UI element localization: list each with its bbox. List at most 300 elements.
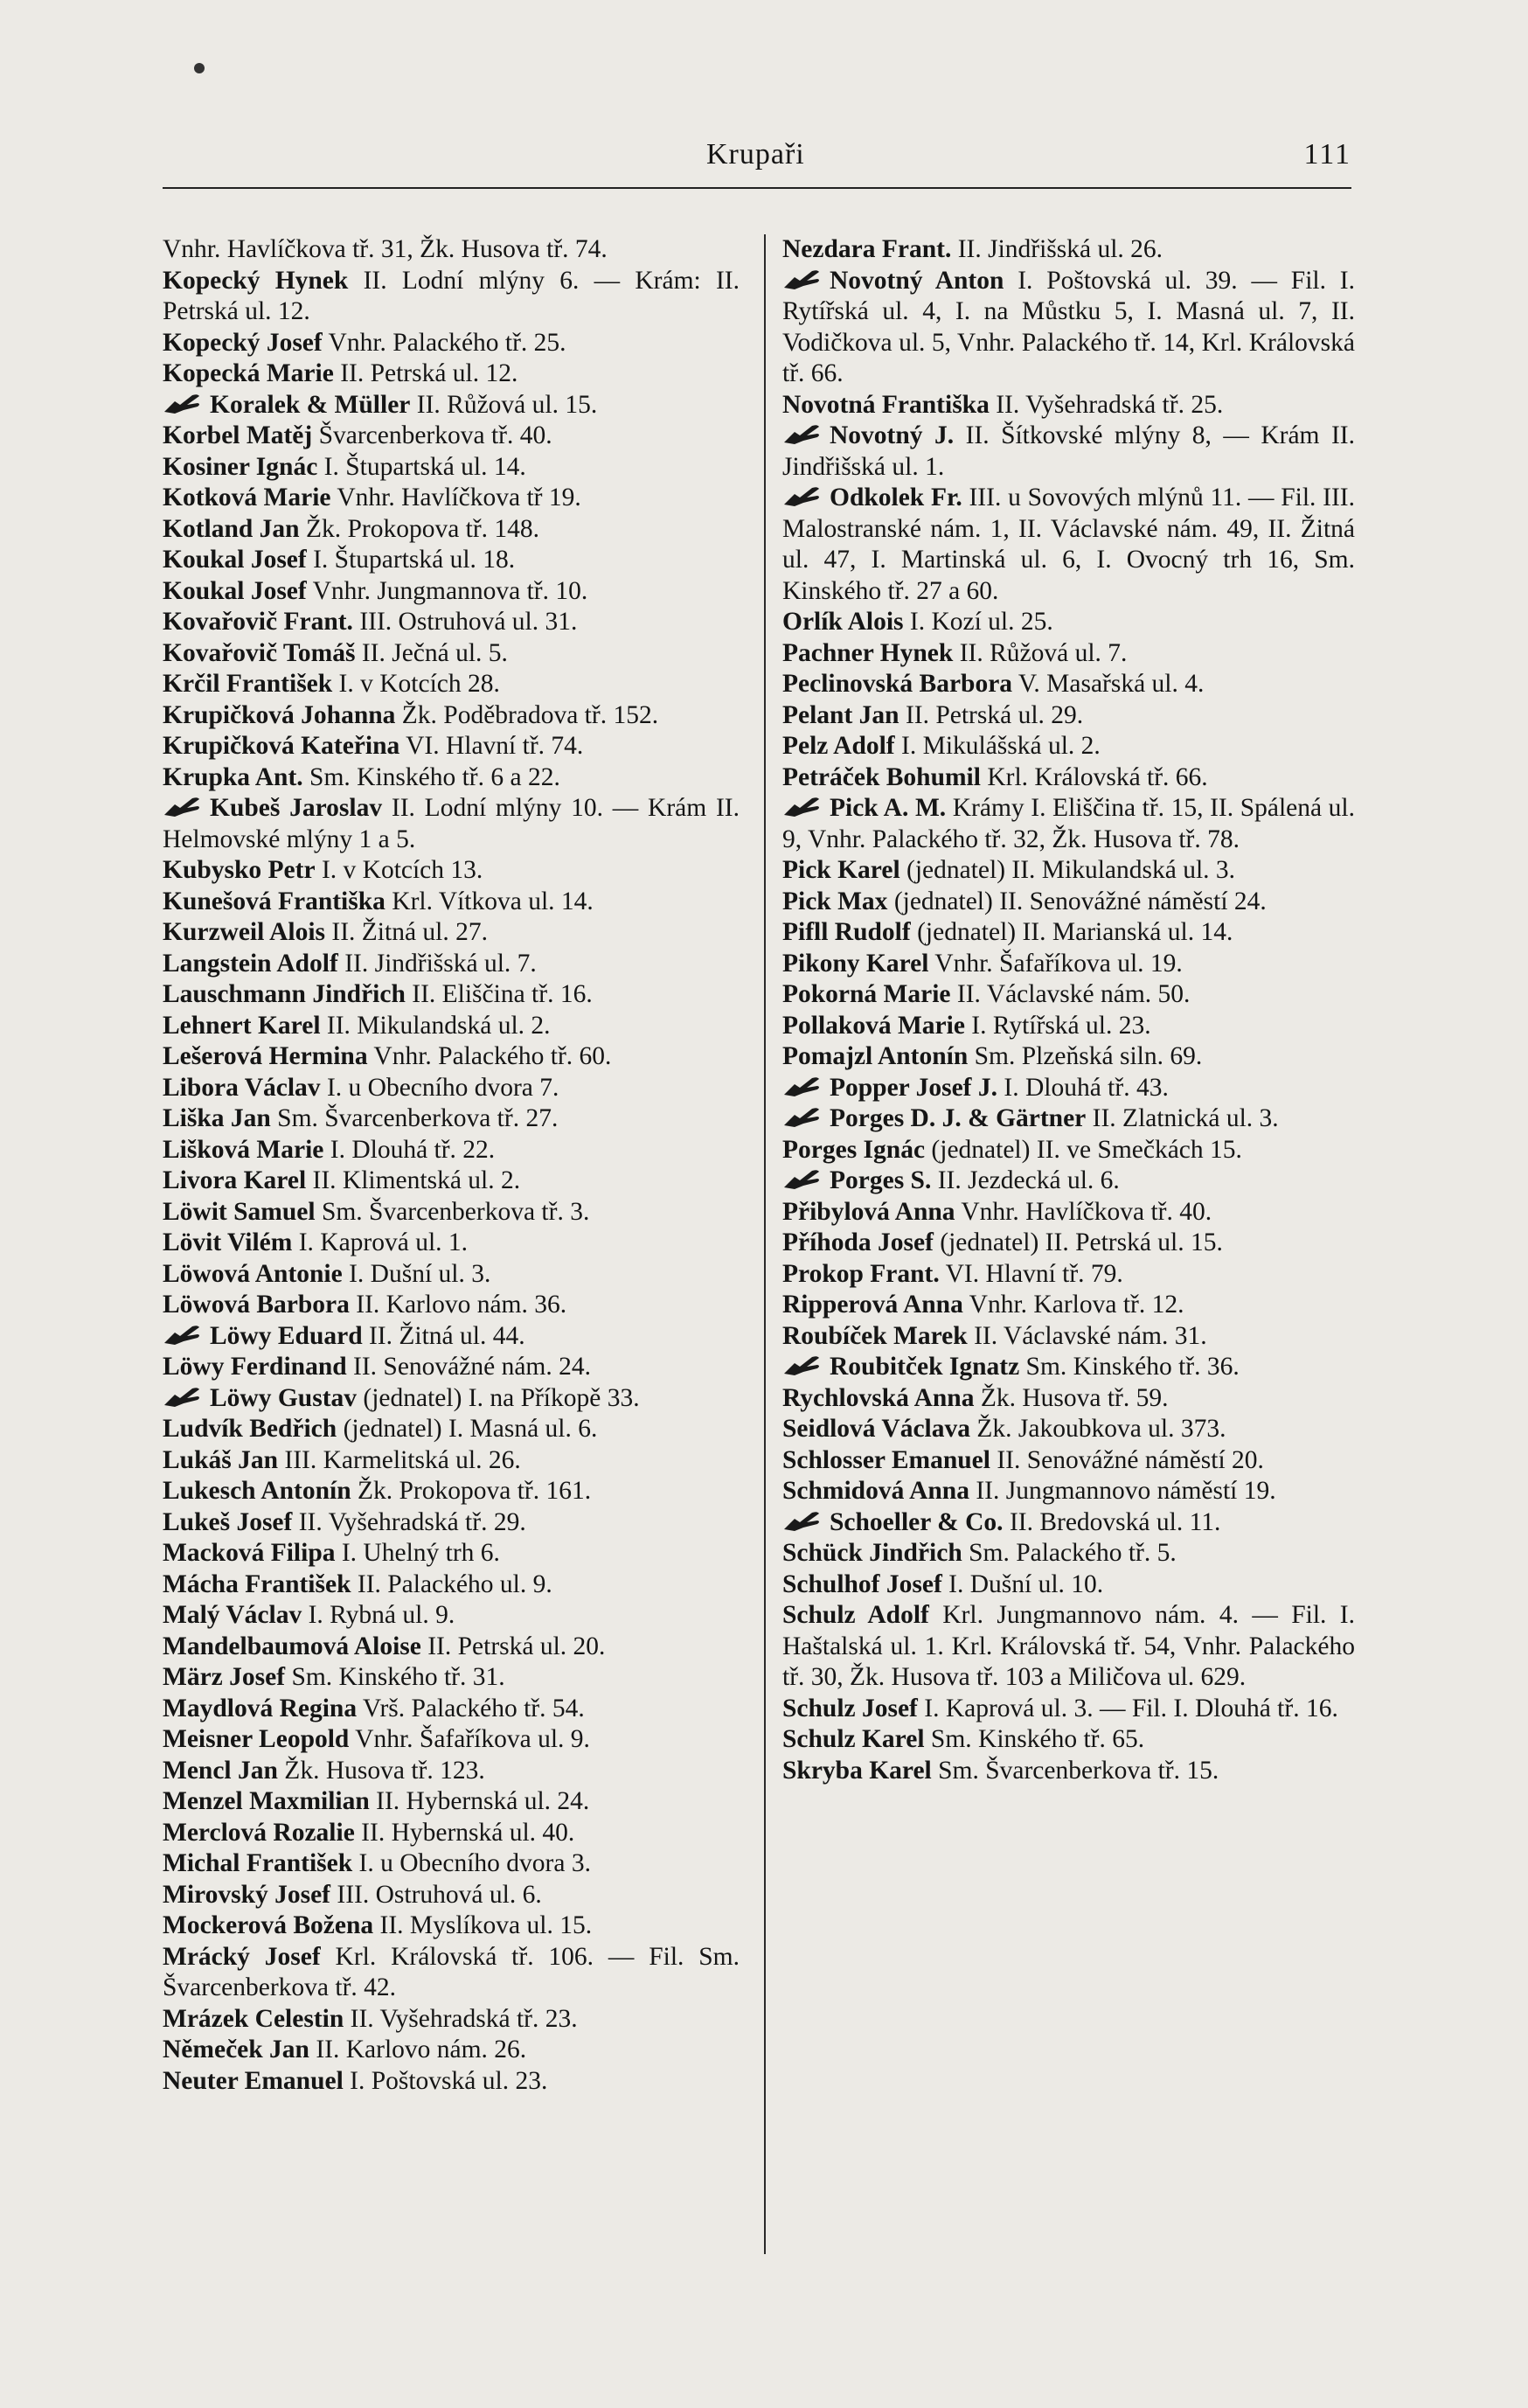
ink-spot [194, 63, 205, 73]
pointing-hand-icon [782, 1168, 824, 1191]
entry-address: (jednatel) II. Senovážné náměstí 24. [887, 887, 1267, 915]
directory-entry [163, 234, 740, 266]
entry-name: Macková Filipa [163, 1539, 336, 1567]
entry-address: I. Dlouhá tř. 43. [997, 1073, 1169, 1102]
directory-entry [782, 1135, 1355, 1166]
entry-name: Schoeller & Co. [830, 1507, 1004, 1536]
entry-address: I. Štupartská ul. 18. [306, 546, 516, 574]
entry-address: II. Ječná ul. 5. [355, 638, 508, 667]
directory-entry [163, 1041, 740, 1073]
directory-entry [782, 1011, 1355, 1042]
directory-entry [782, 855, 1355, 887]
entry-name: Kotland Jan [163, 514, 300, 543]
entry-address: Krl. Jungmannovo nám. 4. — Fil. I. Haštalská ul. 1. Krl. Královská tř. 54, Vnhr. Palackého tř. 30, Žk. Husova tř. 103 a Miličova ul. 629. [782, 1601, 1355, 1691]
directory-entry [163, 793, 740, 855]
directory-entry [163, 452, 740, 484]
directory-entry [782, 731, 1355, 762]
directory-entry [163, 700, 740, 732]
entry-name: Langstein Adolf [163, 949, 338, 978]
directory-entry [163, 1507, 740, 1539]
entry-address: II. Eliščina tř. 16. [405, 980, 593, 1008]
directory-entry [163, 1694, 740, 1725]
directory-entry [782, 1507, 1355, 1539]
directory-entry [782, 1756, 1355, 1787]
entry-name: Schulhof Josef [782, 1569, 942, 1598]
entry-name: Mrácký Josef [163, 1942, 321, 1971]
entry-name: Mandelbaumová Aloise [163, 1632, 421, 1660]
pointing-hand-icon [782, 423, 824, 446]
directory-entry [163, 328, 740, 359]
entry-address: II. Václavské nám. 50. [950, 980, 1191, 1008]
entry-address: Krámy I. Eliščina tř. 15, II. Spálená ul. 9, Vnhr. Palackého tř. 32, Žk. Husova tř. 78. [782, 794, 1355, 853]
entry-name: Kovařovič Frant. [163, 608, 353, 636]
entry-address: (jednatel) II. Petrská ul. 15. [933, 1228, 1223, 1256]
entry-name: Roubíček Marek [782, 1321, 968, 1350]
entry-address: II. Mikulandská ul. 2. [320, 1011, 551, 1040]
directory-entry [163, 483, 740, 514]
entry-name: Michal František [163, 1849, 353, 1877]
directory-entry [782, 1321, 1355, 1353]
directory-entry [163, 1228, 740, 1259]
directory-entry [782, 1724, 1355, 1756]
entry-name: Porges S. [830, 1166, 932, 1194]
directory-entry [163, 638, 740, 670]
directory-entry [163, 1383, 740, 1415]
directory-entry [163, 1942, 740, 2004]
directory-entry [782, 1259, 1355, 1291]
entry-name: Rychlovská Anna [782, 1383, 975, 1412]
entry-name: Seidlová Václava [782, 1415, 970, 1443]
entry-address: (jednatel) II. Marianská ul. 14. [910, 918, 1233, 946]
entry-address: II. Žitná ul. 27. [325, 918, 488, 946]
entry-name: Pifll Rudolf [782, 918, 911, 946]
entry-address: I. Štupartská ul. 14. [317, 452, 526, 481]
entry-address: I. Rytířská ul. 23. [964, 1011, 1151, 1040]
directory-entry [782, 234, 1355, 266]
entry-name: Novotný J. [830, 421, 955, 449]
directory-entry [782, 1383, 1355, 1415]
entry-name: Koralek & Müller [210, 390, 411, 419]
entry-name: Löwy Eduard [210, 1321, 363, 1350]
entry-name: Porges Ignác [782, 1135, 926, 1164]
entry-name: Prokop Frant. [782, 1259, 940, 1288]
entry-name: Mockerová Božena [163, 1911, 374, 1939]
directory-entry [163, 1910, 740, 1942]
entry-name: Pick Karel [782, 856, 900, 884]
pointing-hand-icon [163, 393, 205, 415]
directory-entry [163, 2004, 740, 2036]
entry-name: Skryba Karel [782, 1756, 932, 1785]
entry-name: Kopecká Marie [163, 359, 334, 387]
entry-address: Sm. Švarcenberkova tř. 27. [270, 1104, 559, 1132]
entry-name: März Josef [163, 1663, 286, 1691]
directory-entry [782, 1414, 1355, 1445]
pointing-hand-icon [782, 1106, 824, 1129]
entry-address: Sm. Kinského tř. 31. [285, 1663, 505, 1691]
directory-entry [163, 576, 740, 608]
entry-name: Livora Karel [163, 1166, 307, 1194]
entry-name: Löwy Gustav [210, 1383, 358, 1412]
entry-address: II. Hybernská ul. 40. [354, 1818, 575, 1847]
directory-entry [163, 358, 740, 390]
entry-name: Kovařovič Tomáš [163, 638, 356, 667]
entry-address: II. Bredovská ul. 11. [1003, 1507, 1221, 1536]
entry-name: Lehnert Karel [163, 1011, 321, 1040]
page-header [163, 138, 1351, 191]
directory-entry [163, 421, 740, 452]
directory-entry [782, 1476, 1355, 1507]
directory-entry [163, 979, 740, 1011]
entry-address: II. Petrská ul. 12. [333, 359, 518, 387]
entry-address: Vnhr. Šafaříkova ul. 9. [349, 1725, 590, 1753]
entry-address: III. Karmelitská ul. 26. [278, 1445, 521, 1474]
directory-entry [782, 762, 1355, 794]
entry-address: II. Jindřišská ul. 7. [337, 949, 537, 978]
directory-entry [163, 1259, 740, 1291]
header-rule [163, 187, 1351, 189]
directory-entry [782, 1041, 1355, 1073]
entry-name: Merclová Rozalie [163, 1818, 355, 1847]
entry-name: Pokorná Marie [782, 980, 951, 1008]
directory-entry [782, 669, 1355, 700]
entry-address: III. u Sovových mlýnů 11. — Fil. III. Malostranské nám. 1, II. Václavské nám. 49, II. Žitná ul. 47, I. Martinská ul. 6, I. Ovocný trh 16, Sm. Kinského tř. 27 a 60. [782, 484, 1355, 605]
entry-name: Porges D. J. & Gärtner [830, 1104, 1087, 1132]
entry-name: Příhoda Josef [782, 1228, 934, 1256]
entry-address: II. Myslíkova ul. 15. [373, 1911, 593, 1939]
directory-entry [163, 1600, 740, 1632]
entry-name: Pelant Jan [782, 700, 899, 729]
entry-address: Krl. Královská tř. 66. [980, 762, 1208, 791]
directory-entry [163, 1632, 740, 1663]
entry-name: Lövit Vilém [163, 1228, 293, 1256]
directory-entry [163, 1321, 740, 1353]
entry-address: Vnhr. Karlova tř. 12. [962, 1291, 1184, 1319]
entry-address: II. Hybernská ul. 24. [369, 1787, 590, 1815]
directory-entry [782, 1197, 1355, 1228]
directory-entry [163, 1445, 740, 1477]
entry-address: I. Kozí ul. 25. [903, 608, 1053, 636]
entry-address: I. Uhelný trh 6. [335, 1539, 500, 1567]
entry-name: Pick Max [782, 887, 888, 915]
entry-address: (jednatel) I. Masná ul. 6. [337, 1415, 598, 1443]
entry-address: II. Karlovo nám. 36. [349, 1291, 567, 1319]
entry-name: Löwit Samuel [163, 1197, 316, 1226]
directory-entry [782, 638, 1355, 670]
directory-entry [163, 2035, 740, 2066]
entry-address: II. Lodní mlýny 10. — Krám II. Helmovské mlýny 1 a 5. [163, 794, 740, 853]
entry-address: I. Kaprová ul. 3. — Fil. I. Dlouhá tř. 16. [917, 1694, 1338, 1722]
entry-address: Žk. Jakoubkova ul. 373. [969, 1415, 1226, 1443]
entry-address: Vrš. Palackého tř. 54. [357, 1694, 585, 1722]
directory-entry [163, 1290, 740, 1321]
entry-address: Vnhr. Palackého tř. 60. [367, 1042, 612, 1070]
entry-name: Lišková Marie [163, 1135, 324, 1164]
entry-address: II. Vyšehradská tř. 29. [292, 1507, 526, 1536]
directory-entry [163, 1880, 740, 1911]
entry-address: II. Šítkovské mlýny 8, — Krám II. Jindřišská ul. 1. [782, 421, 1355, 481]
entry-name: Pachner Hynek [782, 638, 954, 667]
directory-entry [782, 1352, 1355, 1383]
directory-entry [782, 1538, 1355, 1569]
directory-entry [163, 1166, 740, 1197]
entry-name: Lauschmann Jindřich [163, 980, 406, 1008]
entry-name: Novotná Františka [782, 390, 990, 419]
entry-name: Mácha František [163, 1569, 351, 1598]
directory-entry [163, 917, 740, 949]
directory-entry [782, 700, 1355, 732]
column-divider [764, 234, 766, 2254]
entry-address: II. Jezdecká ul. 6. [931, 1166, 1120, 1194]
entry-address: I. Poštovská ul. 39. — Fil. I. Rytířská ul. 4, I. na Můstku 5, I. Masná ul. 7, II. Vodičkova ul. 5, Vnhr. Palackého tř. 14, Krl. Královská tř. 66. [782, 266, 1355, 387]
page-title: Krupaři [706, 138, 805, 171]
entry-name: Koukal Josef [163, 576, 307, 605]
directory-entry [782, 483, 1355, 607]
entry-address: V. Masařská ul. 4. [1012, 670, 1205, 698]
directory-entry [163, 1103, 740, 1135]
directory-entry [163, 1011, 740, 1042]
entry-address: Sm. Palackého tř. 5. [962, 1539, 1177, 1567]
directory-entry [163, 1848, 740, 1880]
entry-address: Sm. Plzeňská siln. 69. [968, 1042, 1203, 1070]
entry-address: Sm. Kinského tř. 65. [924, 1725, 1145, 1753]
entry-address: Vnhr. Jungmannova tř. 10. [306, 576, 588, 605]
entry-name: Mrázek Celestin [163, 2004, 344, 2033]
entry-address: I. Rybná ul. 9. [302, 1601, 455, 1629]
directory-entry [782, 1166, 1355, 1197]
pointing-hand-icon [782, 1354, 824, 1377]
directory-entry [163, 731, 740, 762]
entry-address: Sm. Kinského tř. 36. [1019, 1353, 1240, 1381]
entry-name: Menzel Maxmilian [163, 1787, 370, 1815]
entry-address: II. Růžová ul. 15. [410, 390, 598, 419]
entry-address: I. Mikulášská ul. 2. [894, 732, 1101, 760]
directory-entry [163, 1352, 740, 1383]
entry-name: Ludvík Bedřich [163, 1415, 337, 1443]
entry-address: I. Poštovská ul. 23. [343, 2066, 548, 2095]
directory-entry [163, 1135, 740, 1166]
entry-name: Ripperová Anna [782, 1291, 963, 1319]
entry-address: I. u Obecního dvora 3. [352, 1849, 591, 1877]
directory-entry [782, 607, 1355, 638]
directory-entry [163, 1662, 740, 1694]
directory-entry [782, 917, 1355, 949]
directory-entry [163, 2066, 740, 2098]
entry-name: Löwy Ferdinand [163, 1353, 347, 1381]
directory-entry [163, 855, 740, 887]
entry-address: II. Lodní mlýny 6. — Krám: II. Petrská ul. 12. [163, 266, 740, 325]
pointing-hand-icon [782, 1075, 824, 1098]
entry-address: II. Jindřišská ul. 26. [951, 235, 1163, 263]
entry-address: I. v Kotcích 13. [315, 856, 483, 884]
entry-name: Pikony Karel [782, 949, 929, 978]
directory-entry [163, 887, 740, 918]
entry-address: Sm. Kinského tř. 6 a 22. [302, 762, 560, 791]
entry-name: Kubeš Jaroslav [210, 794, 383, 822]
right-column [782, 234, 1355, 1786]
entry-name: Kurzweil Alois [163, 918, 326, 946]
directory-entry [163, 1724, 740, 1756]
directory-entry [163, 669, 740, 700]
entry-name: Meisner Leopold [163, 1725, 350, 1753]
entry-address: Žk. Prokopova tř. 148. [299, 514, 540, 543]
entry-name: Schmidová Anna [782, 1477, 969, 1505]
entry-address: I. u Obecního dvora 7. [320, 1073, 559, 1102]
directory-entry [782, 793, 1355, 855]
entry-name: Krupka Ant. [163, 762, 303, 791]
directory-entry [163, 949, 740, 980]
entry-address: Vnhr. Havlíčkova tř. 40. [955, 1197, 1212, 1226]
directory-entry [782, 979, 1355, 1011]
entry-name: Lukáš Jan [163, 1445, 279, 1474]
directory-entry [163, 1818, 740, 1849]
entry-name: Mirovský Josef [163, 1880, 331, 1909]
entry-address: II. Václavské nám. 31. [967, 1321, 1207, 1350]
entry-address: II. Senovážné náměstí 20. [990, 1445, 1264, 1474]
entry-name: Roubitček Ignatz [830, 1353, 1020, 1381]
entry-name: Malý Václav [163, 1601, 302, 1629]
entry-address: II. Růžová ul. 7. [953, 638, 1128, 667]
entry-address: Švarcenberkova tř. 40. [312, 421, 552, 449]
entry-name: Libora Václav [163, 1073, 321, 1102]
entry-name: Maydlová Regina [163, 1694, 358, 1722]
entry-address: II. Vyšehradská tř. 25. [989, 390, 1224, 419]
entry-address: VI. Hlavní tř. 79. [939, 1259, 1123, 1288]
entry-name: Kosiner Ignác [163, 452, 318, 481]
entry-address: II. Petrská ul. 20. [420, 1632, 606, 1660]
entry-address: III. Ostruhová ul. 6. [330, 1880, 542, 1909]
entry-name: Pick A. M. [830, 794, 947, 822]
directory-entry [782, 887, 1355, 918]
directory-entry [163, 266, 740, 328]
entry-name: Mencl Jan [163, 1756, 278, 1785]
entry-name: Přibylová Anna [782, 1197, 955, 1226]
directory-entry [163, 1414, 740, 1445]
entry-address: II. Žitná ul. 44. [362, 1321, 525, 1350]
entry-name: Kunešová Františka [163, 887, 385, 915]
directory-entry [782, 1228, 1355, 1259]
pointing-hand-icon [782, 796, 824, 818]
entry-name: Schulz Karel [782, 1725, 925, 1753]
entry-name: Schück Jindřich [782, 1539, 962, 1567]
directory-entry [782, 949, 1355, 980]
entry-name: Schlosser Emanuel [782, 1445, 990, 1474]
entry-name: Orlík Alois [782, 608, 904, 636]
entry-address: (jednatel) II. Mikulandská ul. 3. [899, 856, 1236, 884]
left-column [163, 234, 740, 2097]
directory-entry [782, 1694, 1355, 1725]
directory-entry [163, 1569, 740, 1601]
pointing-hand-icon [163, 1324, 205, 1347]
entry-name: Neuter Emanuel [163, 2066, 344, 2095]
entry-name: Krčil František [163, 670, 333, 698]
directory-entry [163, 1476, 740, 1507]
directory-entry [163, 1756, 740, 1787]
directory-entry [782, 266, 1355, 390]
directory-entry [163, 545, 740, 576]
entry-name: Pelz Adolf [782, 732, 895, 760]
entry-address: II. Klimentská ul. 2. [306, 1166, 521, 1194]
entry-address: Krl. Královská tř. 106. — Fil. Sm. Švarcenberkova tř. 42. [163, 1942, 740, 2001]
entry-name: Kubysko Petr [163, 856, 316, 884]
entry-address: III. Ostruhová ul. 31. [352, 608, 578, 636]
directory-entry [782, 1600, 1355, 1694]
entry-name: Krupičková Johanna [163, 700, 396, 729]
directory-entry [782, 1073, 1355, 1104]
entry-name: Liška Jan [163, 1104, 271, 1132]
directory-entry [782, 390, 1355, 421]
entry-name: Petráček Bohumil [782, 762, 981, 791]
pointing-hand-icon [782, 1510, 824, 1533]
entry-name: Novotný Anton [830, 266, 1004, 295]
entry-address: Sm. Švarcenberkova tř. 3. [315, 1197, 590, 1226]
entry-name: Nezdara Frant. [782, 235, 952, 263]
entry-address: I. Dušní ul. 3. [342, 1259, 491, 1288]
page-number: 111 [1303, 138, 1351, 171]
directory-entry [163, 607, 740, 638]
entry-address: Vnhr. Šafaříkova ul. 19. [928, 949, 1183, 978]
entry-address: (jednatel) I. na Příkopě 33. [357, 1383, 640, 1412]
entry-address: II. Palackého ul. 9. [351, 1569, 552, 1598]
entry-name: Korbel Matěj [163, 421, 313, 449]
directory-entry [782, 1290, 1355, 1321]
pointing-hand-icon [782, 268, 824, 291]
directory-entry [163, 390, 740, 421]
entry-address: Vnhr. Havlíčkova tř. 31, Žk. Husova tř. 74. [163, 235, 608, 263]
entry-name: Löwová Barbora [163, 1291, 350, 1319]
directory-entry [782, 1103, 1355, 1135]
entry-address: I. Dlouhá tř. 22. [323, 1135, 496, 1164]
pointing-hand-icon [163, 796, 205, 818]
entry-address: Krl. Vítkova ul. 14. [385, 887, 594, 915]
entry-name: Němeček Jan [163, 2036, 309, 2064]
entry-address: Žk. Husova tř. 123. [277, 1756, 485, 1785]
directory-entry [782, 1445, 1355, 1477]
entry-address: II. Petrská ul. 29. [899, 700, 1084, 729]
directory-entry [163, 762, 740, 794]
pointing-hand-icon [163, 1386, 205, 1409]
entry-address: II. Senovážné nám. 24. [346, 1353, 591, 1381]
entry-address: I. v Kotcích 28. [332, 670, 500, 698]
entry-name: Lukesch Antonín [163, 1477, 351, 1505]
entry-name: Popper Josef J. [830, 1073, 998, 1102]
entry-name: Peclinovská Barbora [782, 670, 1013, 698]
entry-name: Kotková Marie [163, 484, 331, 512]
entry-name: Pollaková Marie [782, 1011, 965, 1040]
entry-address: I. Dušní ul. 10. [941, 1569, 1104, 1598]
directory-entry [163, 1786, 740, 1818]
entry-address: Vnhr. Palackého tř. 25. [322, 328, 566, 357]
directory-entry [782, 421, 1355, 483]
entry-address: Žk. Prokopova tř. 161. [351, 1477, 592, 1505]
entry-name: Koukal Josef [163, 546, 307, 574]
entry-address: II. Zlatnická ul. 3. [1086, 1104, 1279, 1132]
entry-address: VI. Hlavní tř. 74. [399, 732, 584, 760]
entry-name: Krupičková Kateřina [163, 732, 400, 760]
entry-address: II. Vyšehradská tř. 23. [344, 2004, 578, 2033]
entry-address: I. Kaprová ul. 1. [292, 1228, 469, 1256]
entry-address: Žk. Poděbradova tř. 152. [395, 700, 659, 729]
directory-entry [163, 1197, 740, 1228]
entry-address: Sm. Švarcenberkova tř. 15. [931, 1756, 1219, 1785]
entry-name: Lešerová Hermina [163, 1042, 368, 1070]
entry-name: Lukeš Josef [163, 1507, 293, 1536]
entry-name: Kopecký Josef [163, 328, 323, 357]
entry-name: Pomajzl Antonín [782, 1042, 969, 1070]
entry-address: Žk. Husova tř. 59. [974, 1383, 1169, 1412]
entry-address: (jednatel) II. ve Smečkách 15. [925, 1135, 1242, 1164]
directory-entry [163, 1538, 740, 1569]
entry-address: II. Karlovo nám. 26. [309, 2036, 527, 2064]
